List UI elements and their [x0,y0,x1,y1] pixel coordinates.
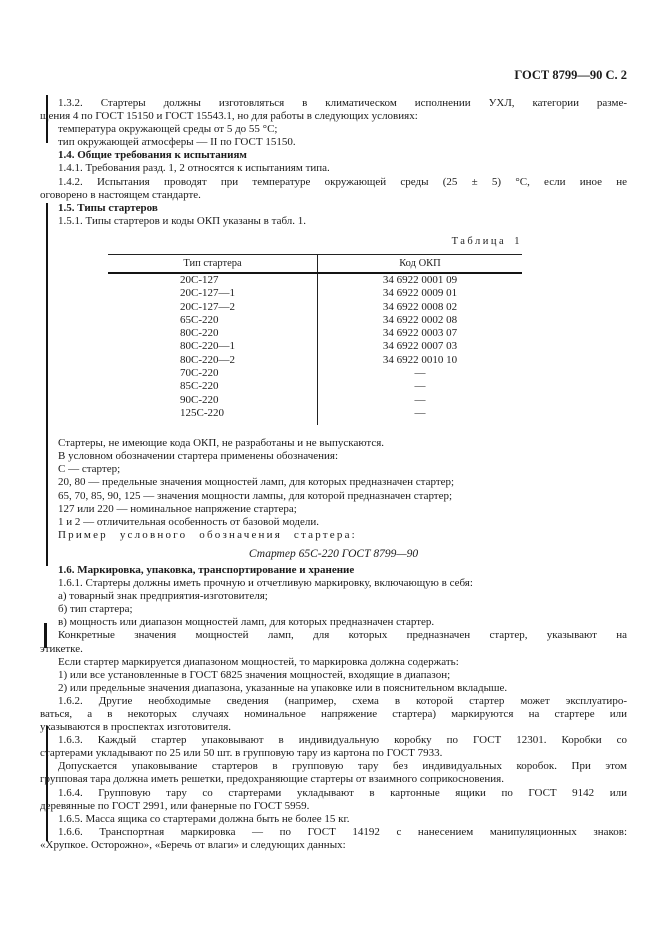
para-142-line-1: 1.4.2. Испытания проводят при температуре окружающей среды (25 ± 5) °С, если иное не [58,175,627,188]
para-164-line-1: 1.6.4. Групповую тару со стартерами укладывают в картонные ящики по ГОСТ 9142 или [58,786,627,799]
starter-type-cell: 85С-220 [108,380,318,393]
para-162-line-3: указываются в проспектах изготовителя. [40,721,232,734]
table-row [108,354,522,367]
para-132-line-3: температура окружающей среды от 5 до 55 °С; [58,123,278,136]
okp-code-cell: 34 6922 0002 08 [382,313,458,326]
starter-type-cell: 20С-127—2 [108,301,318,314]
heading-1-6: 1.6. Маркировка, упаковка, транспортирование и хранение [58,563,355,576]
starter-types-table [108,254,522,425]
table-row [108,273,522,287]
column-header-code: Код ОКП [318,254,523,273]
definition-5: 1 и 2 — отличительная особенность от базовой модели. [58,515,320,528]
starter-type-cell: 90С-220 [108,394,318,407]
starter-type-cell: 80С-220—2 [108,354,318,367]
starter-type-cell: 80С-220—1 [108,340,318,353]
para-132-line-2: щения 4 по ГОСТ 15150 и ГОСТ 15543.1, но для работы в следующих условиях: [40,110,418,123]
starter-type-cell: 20С-127—1 [108,287,318,300]
table-body [108,273,522,425]
okp-code-cell: 34 6922 0008 02 [382,300,458,313]
para-163b-line-2: групповая тара должна иметь решетки, предохраняющие стартеры от взаимного соприкосновения. [40,773,504,786]
designation-example: Стартер 65С-220 ГОСТ 8799—90 [248,547,419,560]
document-content [40,97,627,852]
table-row [108,314,522,327]
table-row [108,327,522,340]
marking-item-b: б) тип стартера; [58,603,133,616]
okp-code-cell: 34 6922 0010 10 [382,353,458,366]
okp-code-cell: — [414,406,426,419]
para-range: Если стартер маркируется диапазоном мощностей, то маркировка должна содержать: [58,655,459,668]
starter-type-cell: 20С-127 [108,273,318,287]
heading-1-4: 1.4. Общие требования к испытаниям [58,149,247,162]
table-row [108,380,522,393]
para-132-line-1: 1.3.2. Стартеры должны изготовляться в климатическом исполнении УХЛ, категории разме- [58,97,627,109]
okp-code-cell: — [414,380,426,393]
definition-1: С — стартер; [58,463,121,476]
table-row [108,394,522,407]
okp-code-cell: 34 6922 0007 03 [382,340,458,353]
starter-type-cell: 80С-220 [108,327,318,340]
para-163-line-2: стартерами укладывают по 25 или 50 шт. в групповую тару из картона по ГОСТ 7933. [40,747,443,760]
page-header: ГОСТ 8799—90 С. 2 [514,68,627,82]
para-165: 1.6.5. Масса ящика со стартерами должна быть не более 15 кг. [58,812,350,825]
para-164-line-2: деревянные по ГОСТ 2991, или фанерные по ГОСТ 5959. [40,799,310,812]
para-142-line-2: оговорено в настоящем стандарте. [40,188,201,201]
okp-code-cell: — [414,393,426,406]
starter-type-cell: 65С-220 [108,314,318,327]
starter-type-cell: 125С-220 [108,407,318,425]
para-okp-2: В условном обозначении стартера применены обозначения: [58,450,339,463]
para-161: 1.6.1. Стартеры должны иметь прочную и отчетливую маркировку, включающую в себя: [58,577,473,590]
range-item-2: 2) или предельные значения диапазона, указанные на упаковке или в пояснительном вкладыше. [58,681,508,694]
definition-3: 65, 70, 85, 90, 125 — значения мощности лампы, для которой предназначен стартер; [58,489,453,502]
example-label: Пример условного обозначения стартера: [58,528,357,541]
table-row [108,367,522,380]
okp-code-cell: 34 6922 0003 07 [382,327,458,340]
definition-2: 20, 80 — предельные значения мощностей ламп, для которых предназначен стартер; [58,476,455,489]
para-141: 1.4.1. Требования разд. 1, 2 относятся к испытаниям типа. [58,162,330,175]
table-head [108,254,522,273]
okp-code-cell: 34 6922 0009 01 [382,287,458,300]
column-header-type: Тип стартера [108,254,318,273]
para-okp-1: Стартеры, не имеющие кода ОКП, не разработаны и не выпускаются. [58,437,385,450]
table-row [108,340,522,353]
para-label-line-1: Конкретные значения мощностей ламп, для которых предназначен стартер, указывают на [58,629,627,642]
table-row [108,287,522,300]
marking-item-a: а) товарный знак предприятия-изготовителя; [58,590,268,603]
okp-code-cell: — [414,367,426,380]
para-151: 1.5.1. Типы стартеров и коды ОКП указаны в табл. 1. [58,214,307,227]
table-row [108,407,522,425]
starter-type-cell: 70С-220 [108,367,318,380]
okp-code-cell: 34 6922 0001 09 [382,273,458,286]
table-caption: Таблица 1 [451,235,522,247]
para-166-line-1: 1.6.6. Транспортная маркировка — по ГОСТ 14192 с нанесением манипуляционных знаков: [58,825,627,838]
para-163-line-1: 1.6.3. Каждый стартер упаковывают в индивидуальную коробку по ГОСТ 12301. Коробки со [58,734,627,747]
para-166-line-2: «Хрупкое. Осторожно», «Беречь от влаги» и следующих данных: [40,838,346,851]
heading-1-5: 1.5. Типы стартеров [58,201,158,214]
para-162-line-2: ваться, а в некоторых случаях номинальное напряжение стартера) маркируются на стартере или [40,707,627,720]
para-163b-line-1: Допускается упаковывание стартеров в групповую тару без индивидуальных коробок. При этом [58,760,627,773]
para-label-line-2: этикетке. [40,642,83,655]
range-item-1: 1) или все установленные в ГОСТ 6825 значения мощностей, входящие в диапазон; [58,668,451,681]
marking-item-v: в) мощность или диапазон мощностей ламп, для которых предназначен стартер. [58,616,435,629]
para-132-line-4: тип окружающей атмосферы — II по ГОСТ 15150. [58,136,296,149]
definition-4: 127 или 220 — номинальное напряжение стартера; [58,502,297,515]
para-162-line-1: 1.6.2. Другие необходимые сведения (например, схема в которой стартер может эксплуатиро- [58,694,627,707]
table-row [108,301,522,314]
table-header-row [108,254,522,273]
